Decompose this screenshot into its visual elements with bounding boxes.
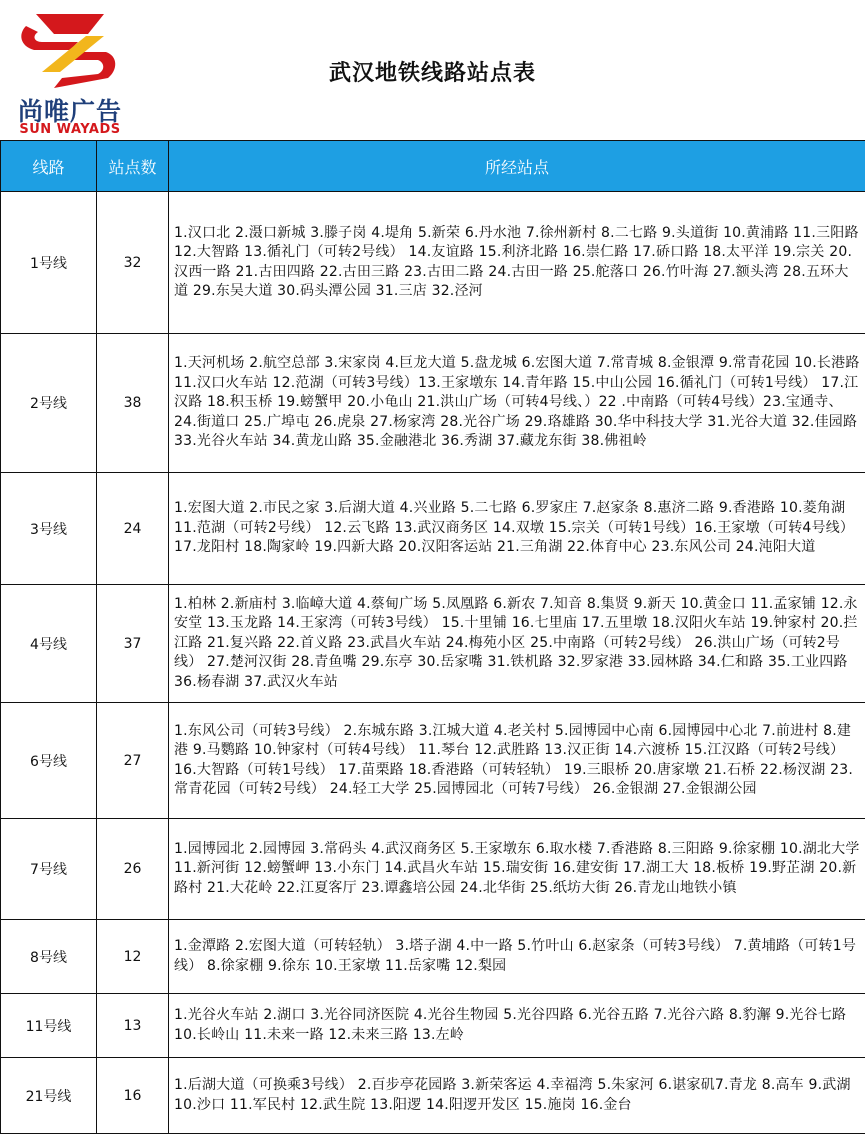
table-row	[1, 192, 865, 334]
table-header-row	[1, 141, 865, 192]
station-count: 13	[97, 994, 169, 1058]
station-list: 1.金潭路 2.宏图大道（可转轻轨） 3.塔子湖 4.中一路 5.竹叶山 6.赵家条（可转3号线） 7.黄埔路（可转1号线） 8.徐家棚 9.徐东 10.王家墩 11.岳家嘴 12.梨园	[169, 920, 865, 994]
station-count: 27	[97, 703, 169, 819]
station-list: 1.东风公司（可转3号线） 2.东城东路 3.江城大道 4.老关村 5.园博园中心南 6.园博园中心北 7.前进村 8.建港 9.马鹦路 10.钟家村（可转4号线） 11.琴台 12.武胜路 13.汉正街 14.六渡桥 15.江汉路（可转2号线） 16.大智路（可转1号线） 17.苗栗路 18.香港路（可转轻轨） 19.三眼桥 20.唐家墩 21.石桥 22.杨汊湖 23.常青花园（可转2号线） 24.轻工大学 25.园博园北（可转7号线） 26.金银湖 27.金银湖公园	[169, 703, 865, 819]
station-count: 38	[97, 334, 169, 473]
page-header	[0, 0, 865, 140]
brand-name-en: SUN WAYADS	[19, 122, 121, 137]
line-name: 1号线	[1, 192, 97, 334]
brand-name-cn: 尚唯广告	[17, 97, 122, 126]
table-row	[1, 473, 865, 585]
station-list: 1.宏图大道 2.市民之家 3.后湖大道 4.兴业路 5.二七路 6.罗家庄 7.赵家条 8.惠济二路 9.香港路 10.菱角湖 11.范湖（可转2号线） 12.云飞路 13.武汉商务区 14.双墩 15.宗关（可转1号线）16.王家墩（可转4号线） 17.龙阳村 18.陶家岭 19.四新大路 20.汉阳客运站 21.三角湖 22.体育中心 23.东风公司 24.沌阳大道	[169, 473, 865, 585]
line-name: 11号线	[1, 994, 97, 1058]
line-name: 6号线	[1, 703, 97, 819]
table-row	[1, 994, 865, 1058]
station-list: 1.天河机场 2.航空总部 3.宋家岗 4.巨龙大道 5.盘龙城 6.宏图大道 7.常青城 8.金银潭 9.常青花园 10.长港路 11.汉口火车站 12.范湖（可转3号线）13.王家墩东 14.青年路 15.中山公园 16.循礼门（可转1号线） 17.江汉路 18.积玉桥 19.螃蟹甲 20.小龟山 21.洪山广场（可转4号线、）22 .中南路（可转4号线）23.宝通寺、24.街道口 25.广埠屯 26.虎泉 27.杨家湾 28.光谷广场 29.珞雄路 30.华中科技大学 31.光谷大道 32.佳园路 33.光谷火车站 34.黄龙山路 35.金融港北 36.秀湖 37.藏龙东街 38.佛祖岭	[169, 334, 865, 473]
station-list: 1.柏林 2.新庙村 3.临嶂大道 4.蔡甸广场 5.凤凰路 6.新农 7.知音 8.集贤 9.新天 10.黄金口 11.孟家铺 12.永安堂 13.玉龙路 14.王家湾（可转3号线） 15.十里铺 16.七里庙 17.五里墩 18.汉阳火车站 19.钟家村 20.拦江路 21.复兴路 22.首义路 23.武昌火车站 24.梅苑小区 25.中南路（可转2号线） 26.洪山广场（可转2号线） 27.楚河汉街 28.青鱼嘴 29.东亭 30.岳家嘴 31.铁机路 32.罗家港 33.园林路 34.仁和路 35.工业四路 36.杨春湖 37.武汉火车站	[169, 585, 865, 703]
line-name: 4号线	[1, 585, 97, 703]
station-list: 1.光谷火车站 2.湖口 3.光谷同济医院 4.光谷生物园 5.光谷四路 6.光谷五路 7.光谷六路 8.豹澥 9.光谷七路 10.长岭山 11.未来一路 12.未来三路 13.左岭	[169, 994, 865, 1058]
table-row	[1, 703, 865, 819]
line-name: 3号线	[1, 473, 97, 585]
station-list: 1.后湖大道（可换乘3号线） 2.百步亭花园路 3.新荣客运 4.幸福湾 5.朱家河 6.谌家矶7.青龙 8.高车 9.武湖 10.沙口 11.军民村 12.武生院 13.阳逻 14.阳逻开发区 15.施岗 16.金台	[169, 1058, 865, 1134]
station-list: 1.汉口北 2.滠口新城 3.滕子岗 4.堤角 5.新荣 6.丹水池 7.徐州新村 8.二七路 9.头道街 10.黄浦路 11.三阳路 12.大智路 13.循礼门（可转2号线） 14.友谊路 15.利济北路 16.崇仁路 17.硚口路 18.太平洋 19.宗关 20.汉西一路 21.古田四路 22.古田三路 23.古田二路 24.古田一路 25.舵落口 26.竹叶海 27.额头湾 28.五环大道 29.东吴大道 30.码头潭公园 31.三店 32.泾河	[169, 192, 865, 334]
station-count: 16	[97, 1058, 169, 1134]
table-row	[1, 920, 865, 994]
line-name: 21号线	[1, 1058, 97, 1134]
station-count: 24	[97, 473, 169, 585]
page-title: 武汉地铁线路站点表	[328, 61, 536, 86]
station-list: 1.园博园北 2.园博园 3.常码头 4.武汉商务区 5.王家墩东 6.取水楼 7.香港路 8.三阳路 9.徐家棚 10.湖北大学 11.新河街 12.螃蟹岬 13.小东门 14.武昌火车站 15.瑞安街 16.建安街 17.湖工大 18.板桥 19.野芷湖 20.新路村 21.大花岭 22.江夏客厅 23.谭鑫培公园 24.北华街 25.纸坊大街 26.青龙山地铁小镇	[169, 819, 865, 920]
line-name: 8号线	[1, 920, 97, 994]
table-row	[1, 819, 865, 920]
station-count: 12	[97, 920, 169, 994]
header-stations: 所经站点	[169, 141, 865, 192]
station-count: 26	[97, 819, 169, 920]
header-line: 线路	[1, 141, 97, 192]
table-row	[1, 1058, 865, 1134]
table-row	[1, 334, 865, 473]
line-name: 7号线	[1, 819, 97, 920]
station-count: 32	[97, 192, 169, 334]
header-station-count: 站点数	[97, 141, 169, 192]
metro-station-table	[0, 140, 865, 1134]
station-count: 37	[97, 585, 169, 703]
line-name: 2号线	[1, 334, 97, 473]
table-row	[1, 585, 865, 703]
